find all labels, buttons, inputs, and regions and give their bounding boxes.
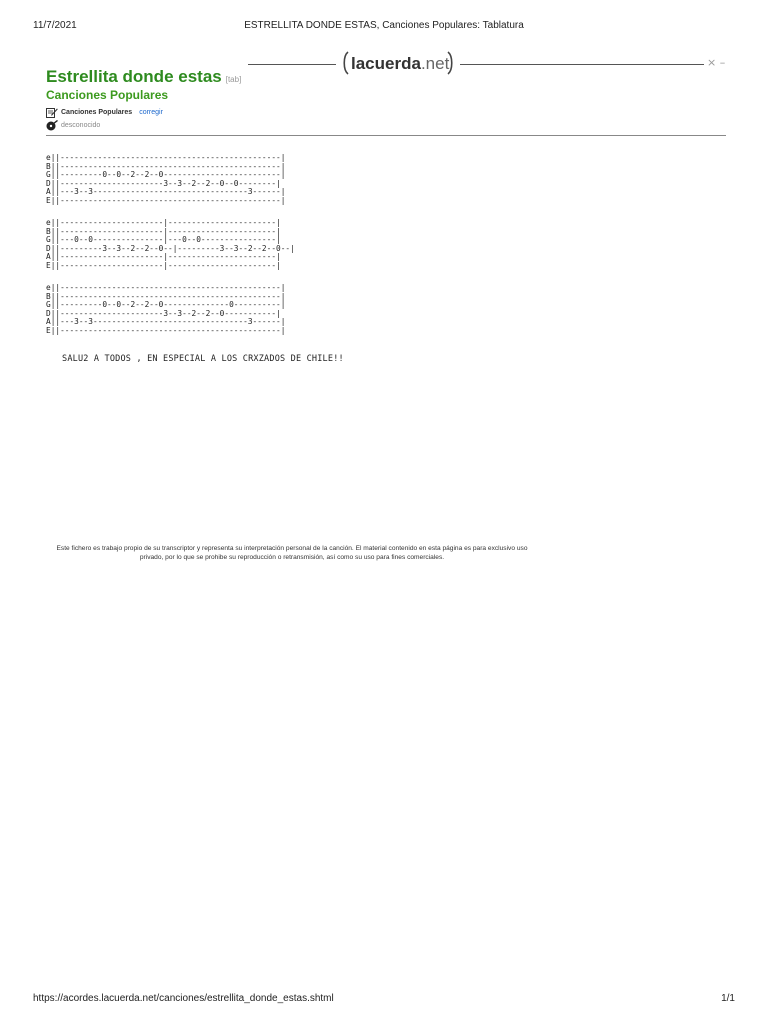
tab-block-3: e||-----------------------------------------------| B||-----------------------------------------------| G||---------0--0--2--2--0--------------0----------| D||----------------------3--3--2--2--0-----------| A||---3--3---------------------------------3------| E||-----------------------------------------------| [46,283,286,335]
author-row [46,107,163,118]
header-divider [46,135,726,136]
logo-suffix: .net [420,54,450,73]
logo-text: lacuerda [351,54,421,73]
disclaimer-text: Este fichero es trabajo propio de su transcriptor y representa su interpretación personal de la canción. El material contenido en esta página es para exclusivo uso privado, por lo que se prohibe su reproducción o retransmisión, así como su uso para fines comerciales. [56,545,528,561]
song-title-text: Estrellita donde estas [46,67,222,86]
logo-divider-right [460,64,704,65]
logo-divider-left [248,64,336,65]
tab-block-2: e||----------------------|-----------------------| B||----------------------|-----------------------| G||---0--0---------------|---0--0----------------| D||---------3--3--2--2--0--|---------3--3--2--2--0--| A||----------------------|-----------------------| E||----------------------|-----------------------| [46,218,295,270]
author-name: Canciones Populares [61,109,133,116]
print-date: 11/7/2021 [33,20,77,31]
correct-link[interactable]: corregir [139,109,163,116]
edit-icon [46,107,58,118]
close-icon[interactable]: × – [707,56,726,69]
lacuerda-logo[interactable] [342,48,454,78]
artist-link[interactable]: Canciones Populares [46,88,169,102]
song-title [46,67,241,87]
print-header [33,20,735,34]
print-page-number: 1/1 [721,993,735,1004]
print-url: https://acordes.lacuerda.net/canciones/estrellita_donde_estas.shtml [33,993,334,1004]
tab-type-tag: [tab] [225,75,242,84]
guitar-icon [46,120,58,131]
print-footer [33,993,735,1007]
print-page-title: ESTRELLITA DONDE ESTAS, Canciones Populares: Tablatura [244,20,524,31]
tab-block-1: e||-----------------------------------------------| B||-----------------------------------------------| G||---------0--0--2--2--0-------------------------| D||----------------------3--3--2--2--0--0--------| A||---3--3---------------------------------3------| E||-----------------------------------------------| [46,153,286,205]
tab-comment: SALU2 A TODOS , EN ESPECIAL A LOS CRXZADOS DE CHILE!! [62,354,344,364]
svg-text:lacuerda.net [351,54,450,73]
tuning-label: desconocido [61,122,101,129]
tuning-row [46,120,100,131]
